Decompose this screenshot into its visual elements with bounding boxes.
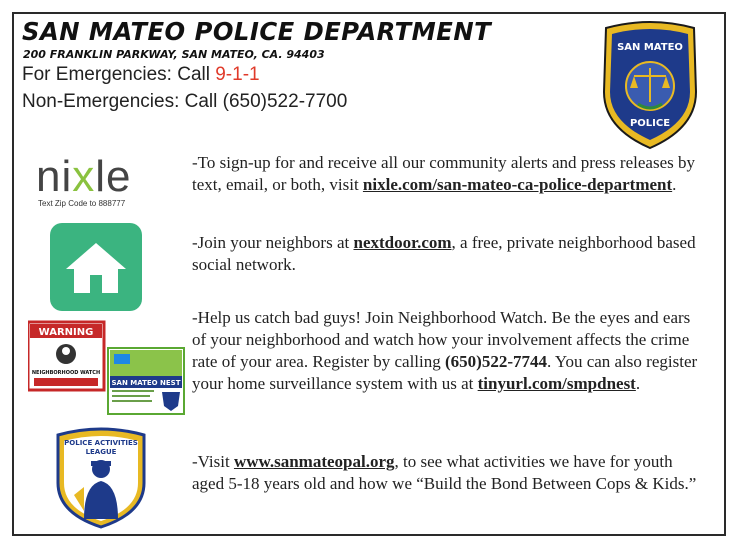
paragraph-nixle: -To sign-up for and receive all our community alerts and press releases by text, email, or both, visit nixle.com/san-mateo-ca-police-department. — [192, 153, 695, 194]
paragraph-neighborhood-watch: -Help us catch bad guys! Join Neighborhood Watch. Be the eyes and ears of your neighborhood and watch how your involvement affects the crime rate of your area. Register by calling (650)522-7744. You can also register your home surveillance system with us at tinyurl.com/smpdnest. — [192, 308, 698, 393]
pal-badge-icon — [54, 425, 148, 529]
paragraph-nextdoor: -Join your neighbors at nextdoor.com, a free, private neighborhood based social network. — [192, 233, 696, 274]
paragraph-pal: -Visit www.sanmateopal.org, to see what activities we have for youth aged 5-18 years old and how we “Build the Bond Between Cops & Kids.” — [192, 452, 697, 493]
register-phone[interactable]: (650)522-7744 — [445, 352, 547, 371]
page-title: SAN MATEO POLICE DEPARTMENT — [22, 17, 492, 46]
nixle-link[interactable]: nixle.com/san-mateo-ca-police-department — [362, 175, 673, 194]
badge-bottom-text: POLICE — [629, 118, 671, 129]
neighborhood-watch-signs — [28, 318, 188, 418]
nextdoor-link[interactable]: nextdoor.com — [353, 233, 452, 252]
nixle-wordmark: nixle — [36, 152, 132, 201]
nextdoor-logo[interactable] — [50, 223, 142, 311]
nixle-logo[interactable] — [28, 152, 168, 212]
nest-title: SAN MATEO NEST — [111, 379, 181, 387]
smpdnest-link[interactable]: tinyurl.com/smpdnest — [477, 374, 636, 393]
pal-link[interactable]: www.sanmateopal.org — [233, 452, 395, 471]
non-emergency-line[interactable]: Non-Emergencies: Call (650)522-7700 — [22, 91, 348, 112]
emergency-number[interactable]: 9-1-1 — [215, 64, 260, 85]
emergency-line — [22, 64, 260, 86]
address: 200 FRANKLIN PARKWAY, SAN MATEO, CA. 94403 — [23, 48, 325, 61]
police-badge-icon — [598, 20, 702, 154]
nixle-subtext: Text Zip Code to 888777 — [38, 199, 126, 208]
emergency-label: For Emergencies: Call — [22, 64, 216, 85]
house-icon — [50, 223, 142, 311]
pal-arc-text: POLICE ACTIVITIES — [64, 439, 138, 447]
badge-top-text: SAN MATEO — [617, 42, 683, 53]
pal-league-text: LEAGUE — [85, 448, 117, 456]
warning-text: WARNING — [38, 327, 94, 338]
watch-text: NEIGHBORHOOD WATCH — [31, 370, 101, 376]
